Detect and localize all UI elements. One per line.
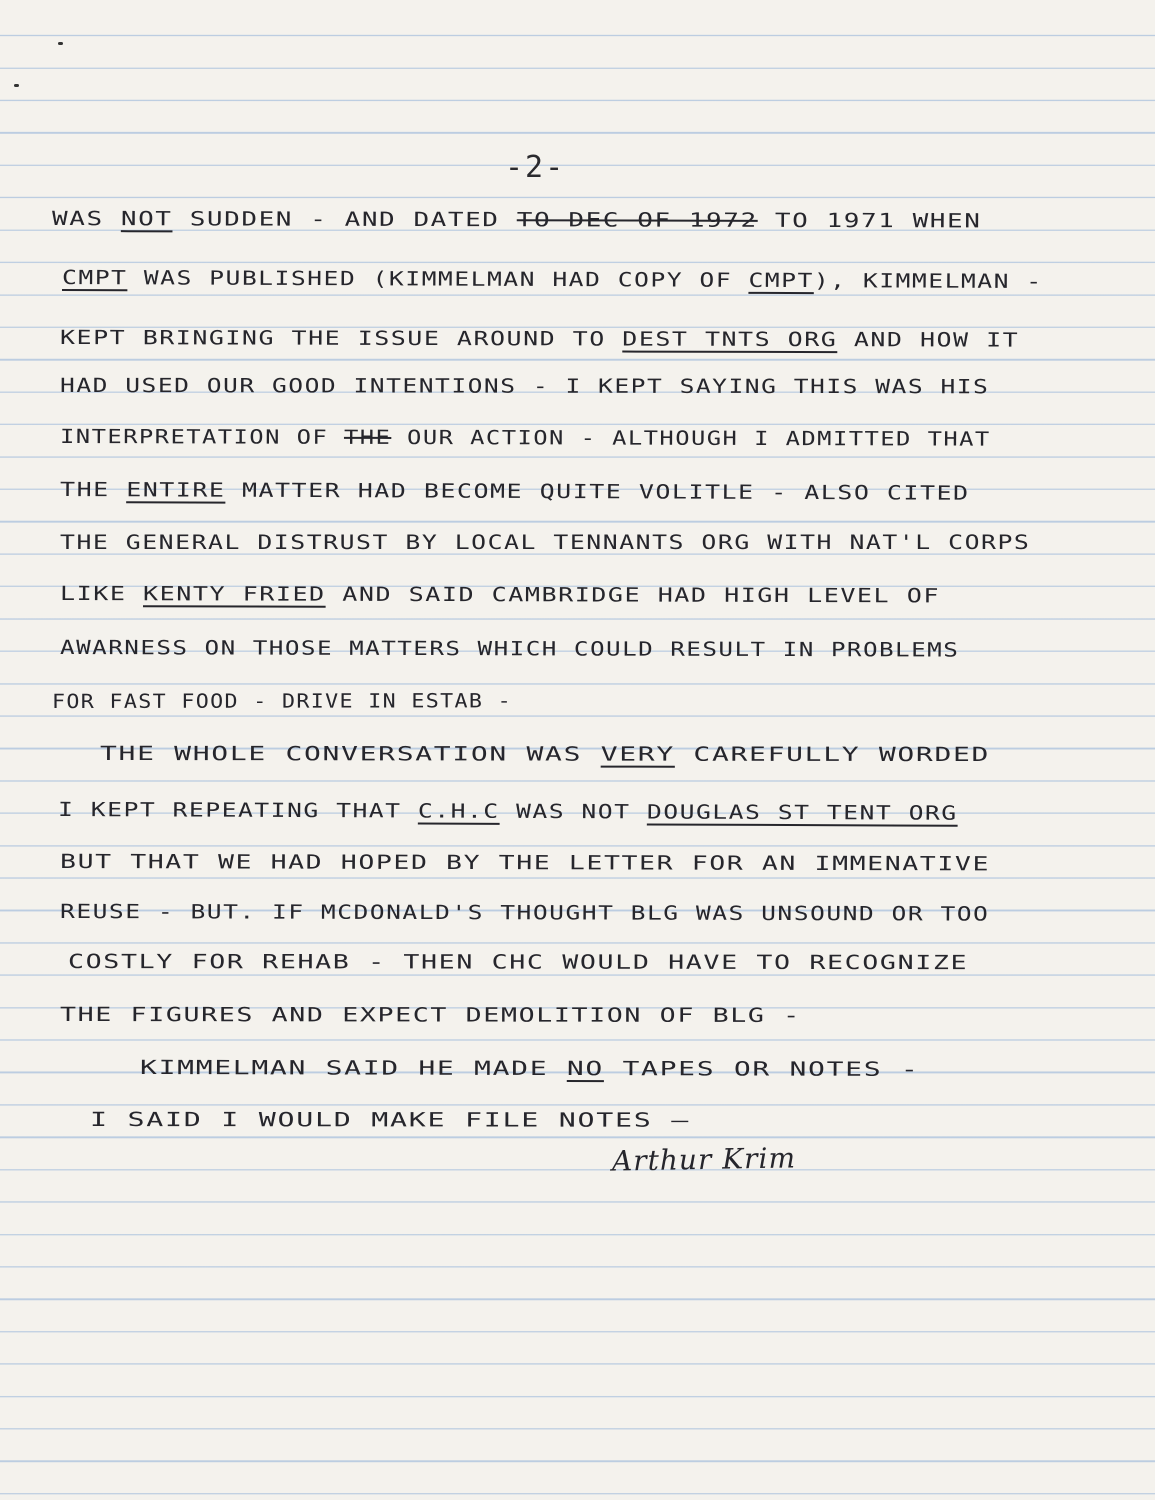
line-text: AWARNESS ON THOSE MATTERS WHICH COULD RESULT IN PROBLEMS xyxy=(60,636,960,662)
handwritten-line xyxy=(52,689,512,713)
line-text: MATTER HAD BECOME QUITE VOLITLE - ALSO CITED xyxy=(225,478,970,505)
handwritten-line xyxy=(60,531,1030,554)
handwritten-line xyxy=(60,1003,801,1027)
underlined-text: VERY xyxy=(600,742,675,766)
underlined-text: NOT xyxy=(120,207,173,231)
line-text: THE GENERAL DISTRUST BY LOCAL TENNANTS ORG WITH NAT'L CORPS xyxy=(60,531,1031,554)
margin-mark xyxy=(58,42,63,45)
handwritten-line xyxy=(60,478,970,505)
line-text: HAD USED OUR GOOD INTENTIONS - I KEPT SAYING THIS WAS HIS xyxy=(60,374,990,399)
struck-through-text: THE xyxy=(343,425,392,449)
line-text: WAS xyxy=(52,207,121,231)
line-text: THE FIGURES AND EXPECT DEMOLITION OF BLG - xyxy=(60,1003,801,1027)
line-text: TO 1971 WHEN xyxy=(757,208,982,233)
line-text: COSTLY FOR REHAB - THEN CHC WOULD HAVE TO RECOGNIZE xyxy=(68,950,969,975)
line-text: LIKE xyxy=(60,582,144,606)
line-text: THE xyxy=(60,478,127,502)
line-text: FOR FAST FOOD - DRIVE IN ESTAB - xyxy=(51,689,513,713)
handwritten-line xyxy=(68,950,968,974)
line-text: OUR ACTION - ALTHOUGH I ADMITTED THAT xyxy=(391,425,991,451)
handwritten-line xyxy=(60,582,940,607)
handwritten-line xyxy=(60,900,989,926)
line-text: INTERPRETATION OF xyxy=(60,425,345,449)
underlined-text: ENTIRE xyxy=(126,478,226,502)
handwritten-line xyxy=(60,425,991,451)
underlined-text: CMPT xyxy=(748,268,814,293)
line-text: BUT THAT WE HAD HOPED BY THE LETTER FOR AN IMMENATIVE xyxy=(60,850,991,876)
line-text: ), KIMMELMAN - xyxy=(813,269,1043,294)
handwritten-line xyxy=(60,636,959,662)
line-text: WAS NOT xyxy=(499,799,647,824)
underlined-text: KENTY FRIED xyxy=(143,582,326,606)
line-text: WAS PUBLISHED (KIMMELMAN HAD COPY OF xyxy=(127,266,749,292)
line-text: THE WHOLE CONVERSATION WAS xyxy=(100,742,601,766)
handwritten-line xyxy=(62,266,1043,293)
line-text: I SAID I WOULD MAKE FILE NOTES — xyxy=(90,1108,691,1132)
line-text: CAREFULLY WORDED xyxy=(674,742,991,767)
handwritten-line xyxy=(60,850,990,875)
page-number: -2- xyxy=(505,150,566,185)
line-text: KEPT BRINGING THE ISSUE AROUND TO xyxy=(60,326,623,351)
handwritten-line xyxy=(100,742,990,766)
underlined-text: C.H.C xyxy=(417,799,500,823)
line-text: SUDDEN - AND DATED xyxy=(172,207,517,232)
margin-mark xyxy=(14,84,19,87)
handwritten-line xyxy=(60,326,1019,352)
line-text: AND HOW IT xyxy=(837,328,1020,352)
line-text: I KEPT REPEATING THAT xyxy=(58,798,418,823)
underlined-text: CMPT xyxy=(62,266,128,290)
handwritten-line xyxy=(140,1056,919,1081)
line-text: AND SAID CAMBRIDGE HAD HIGH LEVEL OF xyxy=(325,582,941,608)
line-text: REUSE - BUT. IF MCDONALD'S THOUGHT BLG WAS UNSOUND OR TOO xyxy=(60,900,990,926)
handwritten-line xyxy=(90,1108,690,1132)
handwritten-line xyxy=(58,798,958,825)
line-text: TAPES OR NOTES - xyxy=(603,1057,920,1081)
signature: Arthur Krim xyxy=(611,1141,797,1178)
struck-through-text: TO DEC OF 1972 xyxy=(516,208,758,232)
underlined-text: DOUGLAS ST TENT ORG xyxy=(646,800,958,825)
underlined-text: DEST TNTS ORG xyxy=(622,327,838,352)
line-text: KIMMELMAN SAID HE MADE xyxy=(140,1056,567,1081)
handwritten-line xyxy=(52,207,982,232)
handwritten-line xyxy=(60,374,989,398)
underlined-text: NO xyxy=(566,1057,605,1081)
